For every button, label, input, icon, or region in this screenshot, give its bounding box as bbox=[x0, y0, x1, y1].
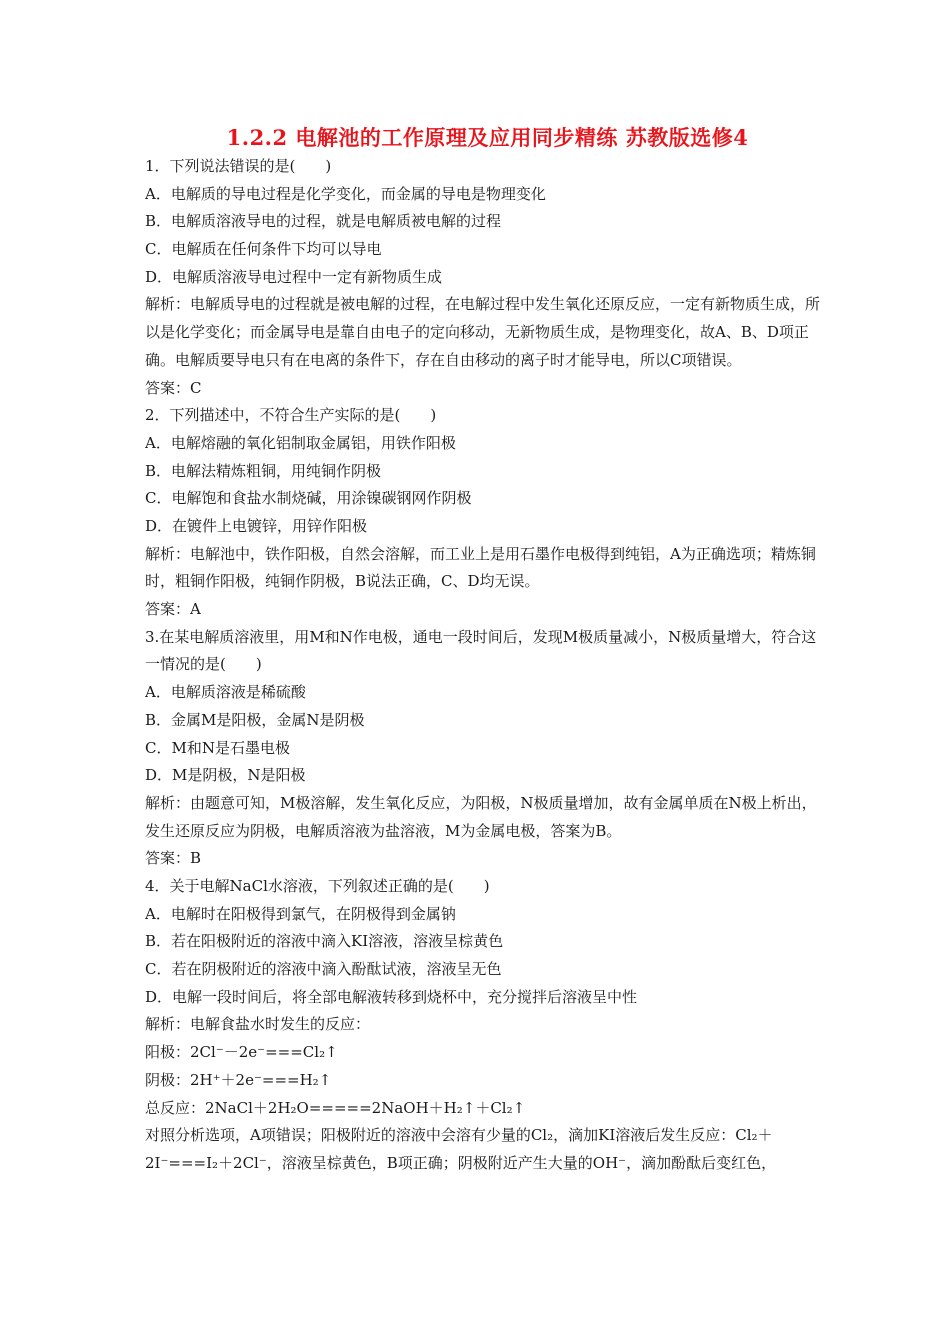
answer-text: 答案：B bbox=[145, 849, 202, 868]
option-b: B．金属M是阳极，金属N是阴极 bbox=[145, 710, 365, 729]
option-a: A．电解质溶液是稀硫酸 bbox=[145, 683, 306, 702]
document-title: 1.2.2 电解池的工作原理及应用同步精练 苏教版选修4 bbox=[226, 125, 749, 150]
question-4 bbox=[145, 873, 820, 1178]
analysis-intro: 解析：电解食盐水时发生的反应： bbox=[145, 1015, 371, 1034]
option-b: B．电解法精炼粗铜，用纯铜作阴极 bbox=[145, 461, 382, 480]
cathode-label: 阴极： bbox=[145, 1070, 191, 1089]
option-c: C．若在阴极附近的溶液中滴入酚酞试液，溶液呈无色 bbox=[145, 960, 502, 979]
question-stem: 3.在某电解质溶液里，用M和N作电极，通电一段时间后，发现M极质量减小，N极质量增大，符合这一情况的是( ) bbox=[145, 627, 817, 674]
analysis-text: 解析：电解质导电的过程就是被电解的过程，在电解过程中发生氧化还原反应，一定有新物质生成，所以是化学变化；而金属导电是靠自由电子的定向移动，无新物质生成，是物理变化，故A、B、D项正确。电解质要导电只有在电离的条件下，存在自由移动的离子时才能导电，所以C项错误。 bbox=[145, 295, 821, 369]
answer-text: 答案：A bbox=[145, 600, 201, 619]
option-d: D．电解质溶液导电过程中一定有新物质生成 bbox=[145, 267, 443, 286]
cathode-equation: 2H⁺＋2e⁻===H₂↑ bbox=[190, 1070, 332, 1089]
analysis-text: 解析：电解池中，铁作阳极，自然会溶解，而工业上是用石墨作电极得到纯铝，A为正确选项；精炼铜时，粗铜作阳极，纯铜作阴极，B说法正确，C、D均无误。 bbox=[145, 544, 816, 591]
anode-equation-line bbox=[145, 1039, 820, 1067]
answer-text: 答案：C bbox=[145, 378, 202, 397]
anode-equation: 2Cl⁻－2e⁻===Cl₂↑ bbox=[190, 1043, 338, 1062]
anode-label: 阳极： bbox=[145, 1043, 191, 1062]
option-a: A．电解质的导电过程是化学变化，而金属的导电是物理变化 bbox=[145, 184, 546, 203]
option-d: D．电解一段时间后，将全部电解液转移到烧杯中，充分搅拌后溶液呈中性 bbox=[145, 987, 638, 1006]
question-stem: 1．下列说法错误的是( ) bbox=[145, 157, 332, 175]
option-b: B．电解质溶液导电的过程，就是电解质被电解的过程 bbox=[145, 212, 502, 231]
analysis-text: 对照分析选项，A项错误；阳极附近的溶液中会溶有少量的Cl₂，滴加KI溶液后发生反应：Cl₂＋2I⁻===I₂＋2Cl⁻，溶液呈棕黄色，B项正确；阴极附近产生大量的OH⁻，滴加酚酞后变红色， bbox=[145, 1126, 777, 1172]
option-d: D．M是阴极，N是阳极 bbox=[145, 766, 306, 785]
option-c: C．电解饱和食盐水制烧碱，用涂镍碳钢网作阴极 bbox=[145, 489, 472, 508]
question-1 bbox=[145, 153, 820, 402]
total-equation-line bbox=[145, 1095, 820, 1123]
option-b: B．若在阳极附近的溶液中滴入KI溶液，溶液呈棕黄色 bbox=[145, 932, 504, 951]
option-a: A．电解熔融的氧化铝制取金属铝，用铁作阳极 bbox=[145, 433, 456, 452]
question-2 bbox=[145, 402, 820, 624]
option-c: C．电解质在任何条件下均可以导电 bbox=[145, 240, 382, 259]
total-label: 总反应： bbox=[145, 1098, 206, 1117]
question-stem: 2．下列描述中，不符合生产实际的是( ) bbox=[145, 406, 437, 425]
cathode-equation-line bbox=[145, 1067, 820, 1095]
option-a: A．电解时在阳极得到氯气，在阴极得到金属钠 bbox=[145, 904, 456, 923]
total-equation: 2NaCl＋2H₂O=====2NaOH＋H₂↑＋Cl₂↑ bbox=[205, 1098, 526, 1117]
option-d: D．在镀件上电镀锌，用锌作阳极 bbox=[145, 516, 368, 535]
document-page bbox=[145, 123, 820, 1178]
option-c: C．M和N是石墨电极 bbox=[145, 738, 290, 757]
question-3 bbox=[145, 624, 820, 873]
analysis-text: 解析：由题意可知，M极溶解，发生氧化反应，为阳极，N极质量增加，故有金属单质在N极上析出，发生还原反应为阴极，电解质溶液为盐溶液，M为金属电极，答案为B。 bbox=[145, 793, 817, 840]
question-stem: 4．关于电解NaCl水溶液，下列叙述正确的是( ) bbox=[145, 877, 490, 896]
